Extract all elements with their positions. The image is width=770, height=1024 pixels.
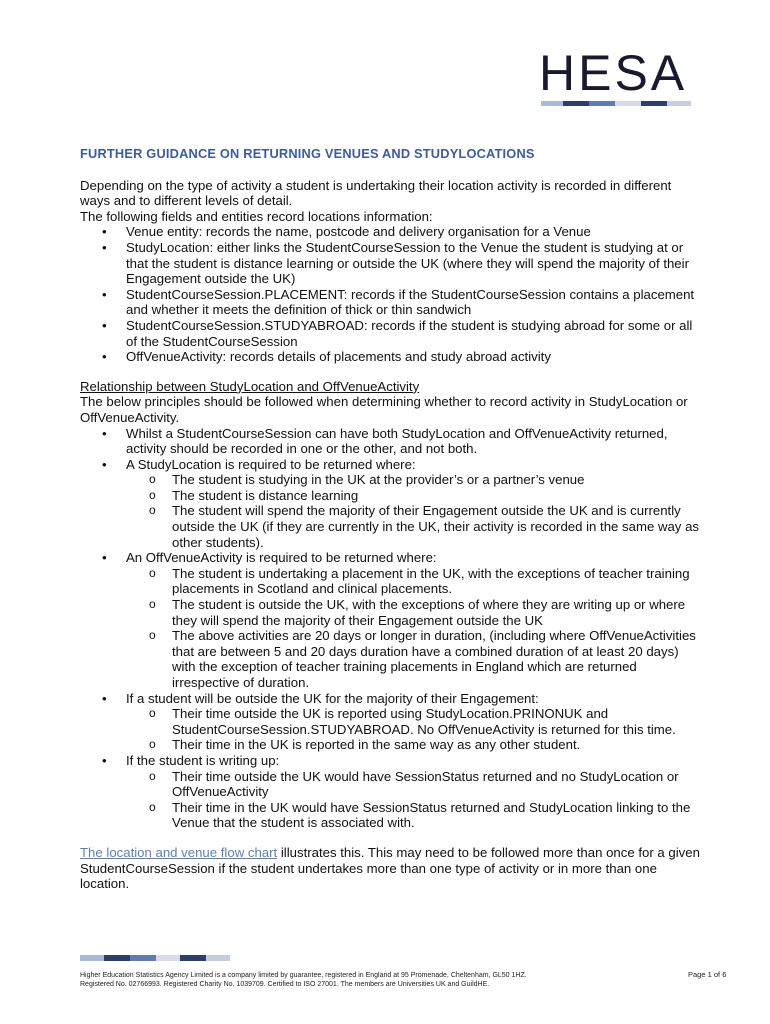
logo-stripe-segment	[563, 101, 589, 106]
footer-stripe-segment	[156, 955, 180, 961]
flow-chart-link[interactable]: The location and venue flow chart	[80, 844, 278, 860]
list-item	[80, 550, 700, 690]
sub-list-item: o Their time outside the UK would have SessionStatus returned and no StudyLocation or OffVenueActivity	[126, 769, 700, 800]
sub-list-item: o Their time outside the UK is reported using StudyLocation.PRINONUK and StudentCourseSession.STUDYABROAD. No OffVenueActivity is returned for this time.	[126, 706, 700, 737]
sub-list	[126, 706, 700, 753]
sub-list-item: o The student will spend the majority of their Engagement outside the UK and is currently outside the UK (if they are currently in the UK, their activity is recorded in the same way as other students).	[126, 503, 700, 550]
list-item: • StudyLocation: either links the StudentCourseSession to the Venue the student is studying at or that the student is distance learning or outside the UK (where they will spend the majority of their Engagement outside the UK)	[80, 240, 700, 287]
footer-stripe-segment	[104, 955, 130, 961]
sub-list-item: o Their time in the UK would have SessionStatus returned and StudyLocation linking to the Venue that the student is associated with.	[126, 800, 700, 831]
document-body	[80, 146, 700, 892]
logo-stripe-segment	[541, 101, 563, 106]
sub-list-item: o The student is studying in the UK at the provider’s or a partner’s venue	[126, 472, 700, 488]
list-item-text: If the student is writing up:	[126, 752, 280, 768]
footer-stripe-segment	[180, 955, 206, 961]
list-item: • StudentCourseSession.STUDYABROAD: records if the student is studying abroad for some or all of the StudentCourseSession	[80, 318, 700, 349]
footer-stripe-segment	[206, 955, 230, 961]
sub-list	[126, 566, 700, 691]
section-lead: The below principles should be followed when determining whether to record activity in StudyLocation or OffVenueActivity.	[80, 394, 688, 425]
hesa-logo	[539, 45, 691, 101]
footer-line: Registered No. 02766993. Registered Charity No. 1039709. Certified to ISO 27001. The members are Universities UK and GuildHE.	[80, 981, 490, 988]
list-item: • StudentCourseSession.PLACEMENT: records if the StudentCourseSession contains a placement and whether it meets the definition of thick or thin sandwich	[80, 287, 700, 318]
list-item	[80, 691, 700, 753]
closing-text: illustrates this. This may need to be followed more than once for a given StudentCourseSession if the student undertakes more than one type of activity or in more than one location.	[80, 844, 700, 892]
list-item: • OffVenueActivity: records details of placements and study abroad activity	[80, 349, 700, 365]
list-item-text: A StudyLocation is required to be returned where:	[126, 456, 416, 472]
list-item-text: If a student will be outside the UK for the majority of their Engagement:	[126, 690, 539, 706]
page-number: Page 1 of 6	[688, 970, 727, 979]
sub-list	[126, 769, 700, 831]
logo-stripe-segment	[641, 101, 667, 106]
list-item: • Venue entity: records the name, postcode and delivery organisation for a Venue	[80, 224, 700, 240]
logo-stripe-segment	[615, 101, 641, 106]
sub-list-item: o Their time in the UK is reported in the same way as any other student.	[126, 737, 700, 753]
footer-stripe-segment	[80, 955, 104, 961]
sub-list-item: o The student is outside the UK, with the exceptions of where they are writing up or where they will spend the majority of their Engagement outside the UK	[126, 597, 700, 628]
closing-paragraph	[80, 845, 700, 892]
list-item	[80, 753, 700, 831]
logo-stripe-segment	[667, 101, 691, 106]
list-item-text: Whilst a StudentCourseSession can have both StudyLocation and OffVenueActivity returned, activity should be recorded in one or the other, and not both.	[126, 425, 668, 457]
list-item-text: An OffVenueActivity is required to be returned where:	[126, 550, 437, 566]
list-item	[80, 457, 700, 551]
logo-text: HESA	[539, 45, 688, 101]
location-fields-list	[80, 224, 700, 364]
page-title: FURTHER GUIDANCE ON RETURNING VENUES AND STUDYLOCATIONS	[80, 146, 535, 161]
footer	[80, 971, 700, 989]
footer-stripe-segment	[130, 955, 156, 961]
list-item	[80, 426, 700, 457]
intro-text: Depending on the type of activity a student is undertaking their location activity is recorded in different ways and to different levels of detail.	[80, 177, 672, 209]
logo-stripe-segment	[589, 101, 615, 106]
sub-list-item: o The student is distance learning	[126, 488, 700, 504]
intro-lead: The following fields and entities record locations information:	[80, 208, 433, 224]
footer-line: Higher Education Statistics Agency Limited is a company limited by guarantee, registered in England at 95 Promenade, Cheltenham, GL50 1HZ.	[80, 972, 527, 979]
principles-list	[80, 426, 700, 831]
section-subheading: Relationship between StudyLocation and OffVenueActivity	[80, 378, 420, 394]
sub-list	[126, 472, 700, 550]
sub-list-item: o The student is undertaking a placement in the UK, with the exceptions of teacher training placements in Scotland and clinical placements.	[126, 566, 700, 597]
sub-list-item: o The above activities are 20 days or longer in duration, (including where OffVenueActivities that are between 5 and 20 days duration have a combined duration of at least 20 days) with the exception of teacher training placements in England which are returned irrespective of duration.	[126, 628, 700, 690]
